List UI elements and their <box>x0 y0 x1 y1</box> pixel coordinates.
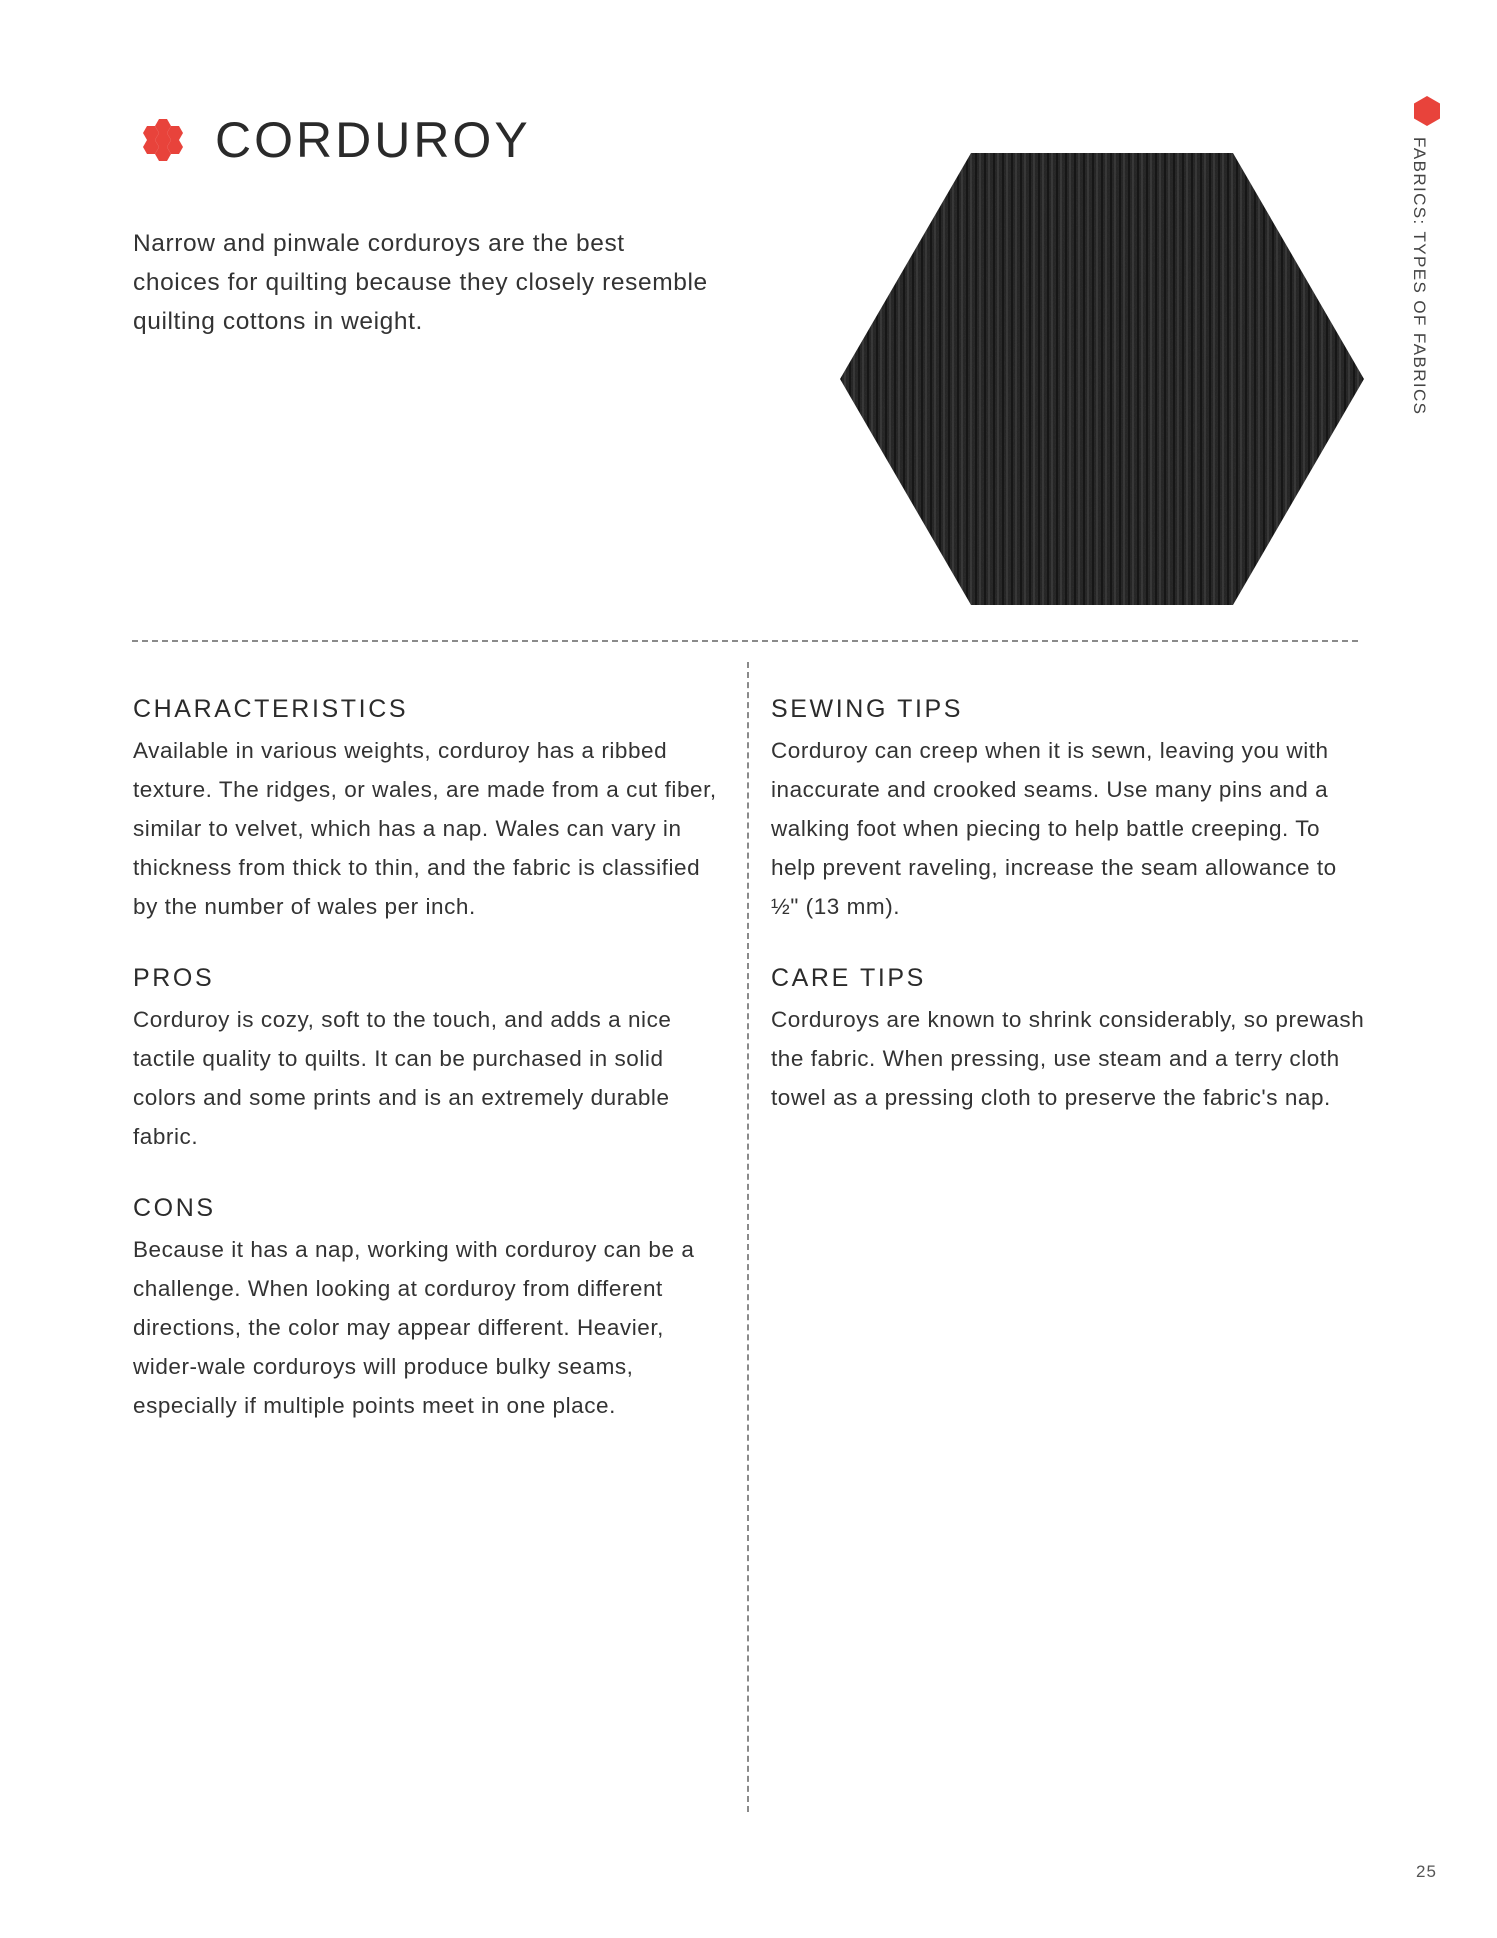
title-row <box>133 100 531 180</box>
section-heading: SEWING TIPS <box>771 695 964 723</box>
section-cons <box>133 1189 723 1425</box>
section-heading: PROS <box>133 964 215 992</box>
hexagon-flower-icon <box>133 110 193 170</box>
side-tab-label: FABRICS: TYPES OF FABRICS <box>1410 137 1429 416</box>
section-side-tab <box>1412 95 1444 415</box>
section-body: Corduroy can creep when it is sewn, leaving you with inaccurate and crooked seams. Use many pins and a walking foot when piecing to help battle creeping. To help prevent raveling, increase the seam allowance to ½" (13 mm). <box>771 738 1337 919</box>
section-pros <box>133 959 723 1156</box>
vertical-divider <box>747 662 749 1812</box>
hexagon-icon <box>1412 95 1442 127</box>
right-column <box>771 690 1371 1150</box>
section-sewing-tips <box>771 690 1371 926</box>
left-column <box>133 690 723 1458</box>
horizontal-divider <box>132 640 1358 642</box>
page-number: 25 <box>1416 1862 1437 1881</box>
section-care-tips <box>771 959 1371 1117</box>
section-heading: CONS <box>133 1194 216 1222</box>
section-body: Because it has a nap, working with corduroy can be a challenge. When looking at corduroy from different directions, the color may appear different. Heavier, wider-wale corduroys will produce bulky seams, especially if multiple points meet in one place. <box>133 1237 695 1418</box>
corduroy-fabric-swatch <box>840 153 1364 605</box>
page-title: CORDUROY <box>215 112 531 168</box>
section-characteristics <box>133 690 723 926</box>
section-body: Available in various weights, corduroy has a ribbed texture. The ridges, or wales, are made from a cut fiber, similar to velvet, which has a nap. Wales can vary in thickness from thick to thin, and the fabric is classified by the number of wales per inch. <box>133 738 717 919</box>
section-heading: CHARACTERISTICS <box>133 695 409 723</box>
section-body: Corduroys are known to shrink considerably, so prewash the fabric. When pressing, use steam and a terry cloth towel as a pressing cloth to preserve the fabric's nap. <box>771 1007 1365 1110</box>
intro-paragraph: Narrow and pinwale corduroys are the best choices for quilting because they closely resemble quilting cottons in weight. <box>133 230 708 335</box>
section-body: Corduroy is cozy, soft to the touch, and adds a nice tactile quality to quilts. It can be purchased in solid colors and some prints and is an extremely durable fabric. <box>133 1007 672 1149</box>
section-heading: CARE TIPS <box>771 964 926 992</box>
